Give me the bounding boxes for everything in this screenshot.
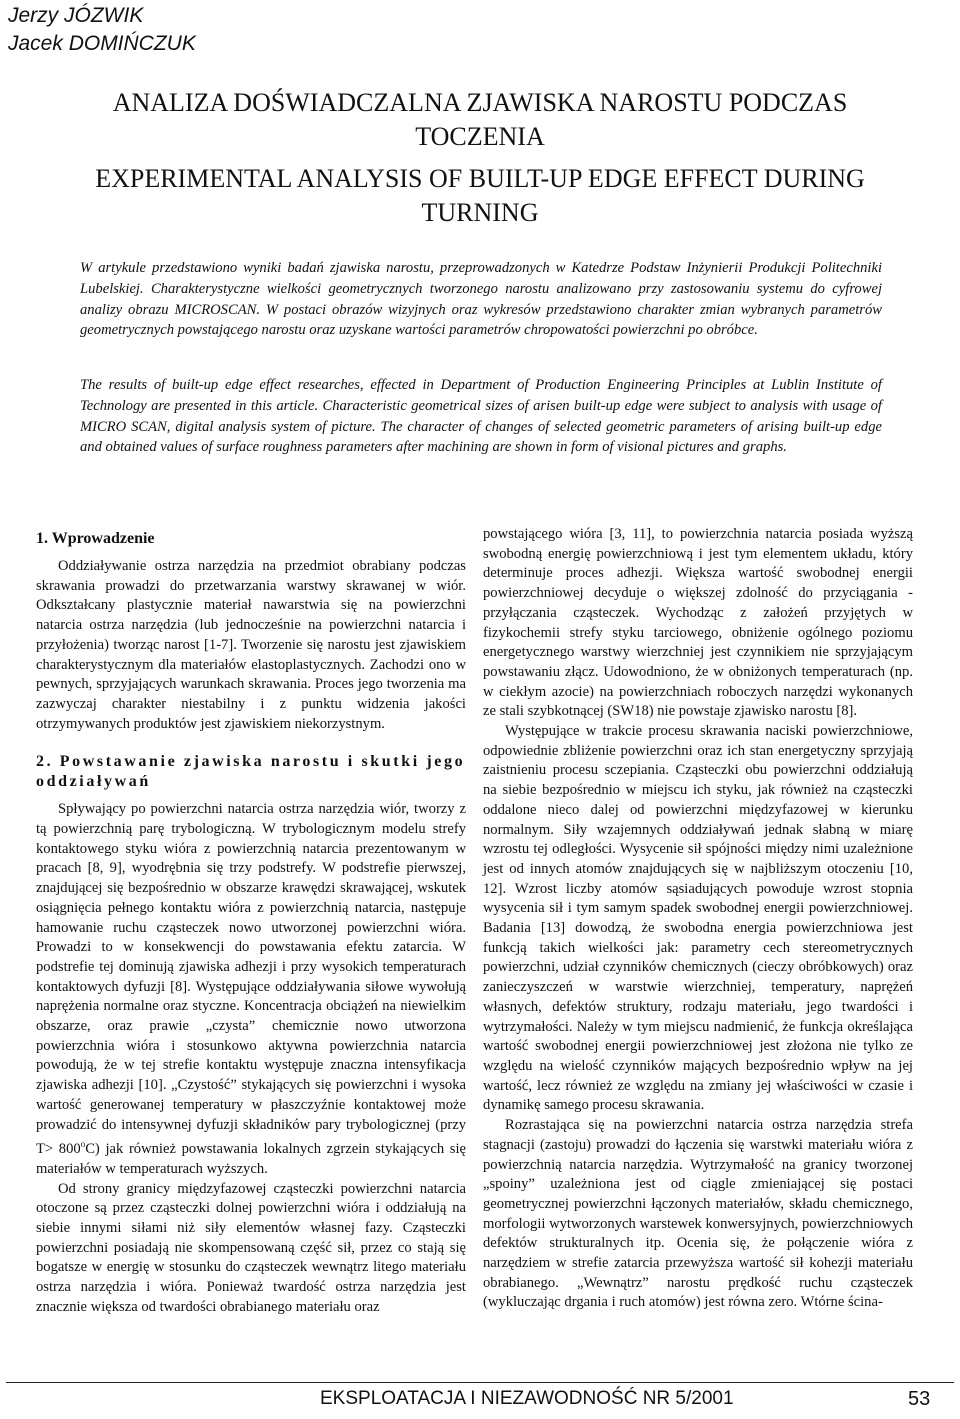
abstract-polish: W artykule przedstawiono wyniki badań zjawiska narostu, przeprowadzonych w Katedrze Podstaw Inżynierii Produkcji Politechniki Lubelskiej. Charakterystyczne wielkości geometrycznych tworzonego narostu analizowano przy zastosowaniu systemu do cyfrowej analizy obrazu MICROSCAN. W postaci obrazów wizyjnych oraz wykresów przedstawiono charakter zmian wybranych parametrów geometrycznych powstającego narostu oraz uzyskane wartości parametrów chropowatości powierzchni po obróbce. [80,260,882,339]
title-polish [0,86,960,154]
title-line: ANALIZA DOŚWIADCZALNA ZJAWISKA NAROSTU PODCZAS [112,88,848,117]
title-english [0,162,960,230]
title-line: EXPERIMENTAL ANALYSIS OF BUILT-UP EDGE EFFECT DURING [95,164,865,193]
title-line: TOCZENIA [415,122,545,151]
journal-title: EKSPLOATACJA I NIEZAWODNOŚĆ NR 5/2001 [320,1388,734,1409]
paragraph-text: C) jak również powstawania lokalnych zgrzein stykających się materiałów w temperaturach wyższych. [36,1141,466,1177]
paragraph-text: Spływający po powierzchni natarcia ostrza narzędzia wiór, tworzy z tą powierzchnią parę trybologiczną. W trybologicznym modelu strefy kontaktowego styku wióra z powierzchnią natarcia prezentowanym w pracach [8, 9], wyodrębnia się trzy podstrefy. W podstrefie pierwszej, znajdującej się bezpośrednio w obszarze krawędzi skrawającej, wskutek osiągnięcia pełnego kontaktu wióra z powierzchnią natarcia, następuje hamowanie ruchu cząsteczek nowo utworzonej powierzchni wióra. Prowadzi to w konsekwencji do powstawania efektu zatarcia. W podstrefie tej dominują zjawiska adhezji i przy wysokich temperaturach kontaktowych dyfuzji [8]. Występujące oddziaływania siłowe wywołują naprężenia normalne oraz styczne. Koncentracja obciążeń na niewielkim obszarze, oraz prawie „czysta” chemicznie nowo utworzona powierzchnia wióra i stosunkowo aktywna powierzchnia natarcia powodują, że w tej strefie kontaktu występuje znaczna intensyfikacja zjawiska adhezji [10]. „Czystość” stykających się powierzchni i wysoka wartość generowanej temperatury w płaszczyźnie kontaktowej może prowadzić do intensywnej dyfuzji składników pary trybologicznej (przy T> 800 [36,801,466,1158]
paragraph: Występujące w trakcie procesu skrawania naciski powierzchniowe, odpowiednie zbliżenie powierzchni oraz ich stan energetyczny sprzyjają zaistnieniu procesu sczepiania. Cząsteczki obu powierzchni oddziałują na siebie bezpośrednio w miejscu ich styku, jak również na cząsteczki oddalone nieco dalej od powierzchni międzyfazowej w kierunku normalnym. Siły wzajemnych oddziaływań jednak słabną w miarę wzrostu tej odległości. Wysycenie sił spójności między nimi uzależnione jest od innych atomów znajdujących się w najbliższym otoczeniu [10, 12]. Wzrost liczby atomów sąsiadujących powoduje wzrost stopnia wysycenia sił i tym samym spadek swobodnej energii powierzchniowej. Badania [13] dowodzą, że swobodna energia powierzchniowa jest funkcją takich wielkości jak: parametry cech stereometrycznych powierzchni, udział czynników chemicznych (cieczy obróbkowych) oraz zanieczyszczeń w warstwie wierzchniej, temperatury, naprężeń własnych, defektów struktury, rodzaju materiału, jego twardości i wytrzymałości. Należy w tym miejscu nadmienić, że funkcja określająca wartość swobodnej energii powierzchniowej jest złożona nie tylko ze względu na wielość czynników mających bezpośrednio wpływ na jej wartość, lecz również ze względu na zmiany jej właściwości w czasie i dynamikę samego procesu skrawania. [483,723,913,1114]
paragraph: Od strony granicy międzyfazowej cząsteczki powierzchni natarcia otoczone są przez cząsteczki dolnej powierzchni wióra i oddziałują na siebie innymi siłami niż siły elementów własnej fazy. Cząsteczki powierzchni posiadają nie skompensowaną część sił, przez co stają się bogatsze w energię w stosunku do cząsteczek wewnątrz litego materiału ostrza narzędzia i wióra. Ponieważ twardość ostrza narzędzia jest znacznie większa od twardości obrabianego materiału oraz [36,1180,466,1315]
section-heading: 1. Wprowadzenie [36,530,155,547]
footer-divider [6,1382,954,1383]
authors-block [8,2,196,58]
page-number: 53 [908,1388,931,1410]
superscript: o [80,1139,86,1150]
paragraph: Oddziaływanie ostrza narzędzia na przedmiot obrabiany podczas skrawania prowadzi do przetwarzania warstwy skrawanej w wiór. Odkształcany plastycznie materiał nawarstwia się na powierzchni natarcia ostrza narzędzia (lub jednocześnie na powierzchni natarcia i przyłożenia) tworząc narost [1-7]. Tworzenie się narostu jest zjawiskiem charakterystycznym dla materiałów elastoplastycznych. Zachodzi ono w pewnych, sprzyjających warunkach skrawania. Proces jego tworzenia ma zazwyczaj charakter niestabilny i z punktu widzenia jakości otrzymywanych produktów jest zjawiskiem niekorzystnym. [36,558,466,732]
author-name: Jerzy JÓZWIK [8,4,144,27]
abstract-english: The results of built-up edge effect researches, effected in Department of Production Engineering Principles at Lublin Institute of Technology are presented in this article. Characteristic geometrical sizes of arisen built-up edge were subject to analysis with usage of MICRO SCAN, digital analysis system of picture. The character of changes of selected geometric parameters of arising built-up edge and obtained values of surface roughness parameters after machining are shown in form of visional pictures and graphs. [80,377,882,456]
author-name: Jacek DOMIŃCZUK [8,32,196,55]
right-column [483,525,913,1313]
left-column [36,525,466,1317]
paragraph: Rozrastająca się na powierzchni natarcia ostrza narzędzia strefa stagnacji (zastoju) prowadzi do łączenia się warstwki materiału wióra z powierzchnią natarcia narzędzia. Wytrzymałość na granicy tworzonej „spoiny” uzależniona jest od ciągle zmieniającej się postaci geometrycznej powierzchni łączonych materiałów, składu chemicznego, morfologii wytworzonych warstewek konwersyjnych, powierzchniowych defektów strukturalnych itp. Ocenia się, że połączenie wióra z narzędziem w strefie zatarcia przewyższa wartość sił kohezji materiału obrabianego. „Wewnątrz” narostu prędkość ruchu cząsteczek (wykluczając drgania i ruch atomów) jest równa zero. Wtórne ścina- [483,1117,913,1311]
title-line: TURNING [421,198,539,227]
section-heading: 2. Powstawanie zjawiska narostu i skutki jego oddziaływań [36,753,466,791]
paragraph [36,800,466,1179]
paragraph: powstającego wióra [3, 11], to powierzchnia natarcia posiada wyższą swobodną energię powierzchniową i jest tym elementem układu, który determinuje proces adhezji. Większa wartość swobodnej energii powierzchniowej decyduje o większej zdolność do przyciągania - przyłączania cząsteczek. Wychodząc z założeń przyjętych w fizykochemii strefy styku tarciowego, obniżenie ogólnego poziomu energetycznego warstwy wierzchniej jest czynnikiem nie sprzyjającym powstawaniu złącz. Udowodniono, że w obniżonych temperaturach (np. w ciekłym azocie) na powierzchniach roboczych narzędzi wykonanych ze stali szybkotnącej (SW18) nie powstaje zjawisko narostu [8]. [483,526,913,720]
